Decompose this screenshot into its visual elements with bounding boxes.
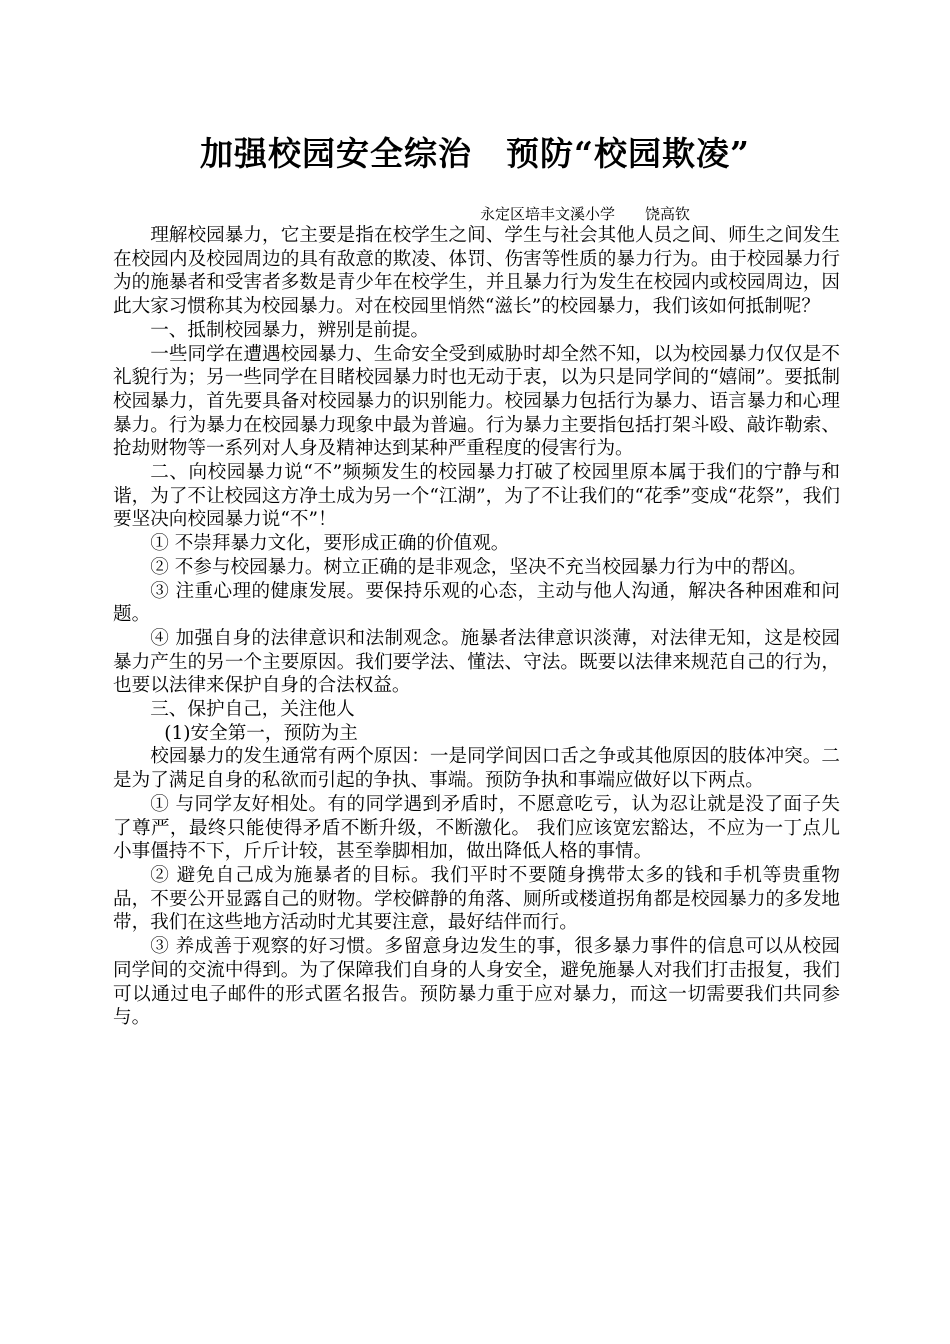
- paragraph: 一些同学在遭遇校园暴力、生命安全受到威胁时却全然不知，以为校园暴力仅仅是不礼貌行为；另一些同学在目睹校园暴力时也无动于衷，以为只是同学间的“嬉闹”。要抵制校园暴力，首先要具备对校园暴力的识别能力。校园暴力包括行为暴力、语言暴力和心理暴力。行为暴力在校园暴力现象中最为普遍。行为暴力主要指包括打架斗殴、敲诈勒索、抢劫财物等一系列对人身及精神达到某种严重程度的侵害行为。: [113, 343, 840, 460]
- paragraph: 校园暴力的发生通常有两个原因：一是同学间因口舌之争或其他原因的肢体冲突。二是为了满足自身的私欲而引起的争执、事端。预防争执和事端应做好以下两点。: [113, 746, 840, 792]
- section-heading: 一、抵制校园暴力，辨别是前提。: [150, 319, 430, 341]
- section-heading: 二、向校园暴力说“不”频频发生的校园暴力打破了校园里原本属于我们的宁静与和谐，为了不让校园这方净土成为另一个“江湖”，为了不让我们的“花季”变成“花祭”，我们要坚决向校园暴力说“不”！: [113, 462, 840, 531]
- list-item: ② 不参与校园暴力。树立正确的是非观念，坚决不充当校园暴力行为中的帮凶。: [150, 556, 807, 578]
- list-item: ③ 养成善于观察的好习惯。多留意身边发生的事，很多暴力事件的信息可以从校园同学间的交流中得到。为了保障我们自身的人身安全，避免施暴人对我们打击报复，我们可以通过电子邮件的形式匿名报告。预防暴力重于应对暴力，而这一切需要我们共同参与。: [113, 936, 840, 1029]
- list-item: ① 不崇拜暴力文化，要形成正确的价值观。: [150, 533, 510, 555]
- document-body: [113, 224, 840, 1030]
- list-item: ③ 注重心理的健康发展。要保持乐观的心态，主动与他人沟通，解决各种困难和问题。: [113, 580, 840, 626]
- paragraph: 理解校园暴力，它主要是指在校学生之间、学生与社会其他人员之间、师生之间发生在校园内及校园周边的具有敌意的欺凌、体罚、伤害等性质的暴力行为。由于校园暴力行为的施暴者和受害者多数是青少年在校学生，并且暴力行为发生在校园内或校园周边，因此大家习惯称其为校园暴力。对在校园里悄然“滋长”的校园暴力，我们该如何抵制呢？: [113, 225, 840, 318]
- author-line: 永定区培丰文溪小学 饶高钦: [480, 205, 691, 223]
- subsection-heading: (1)安全第一，预防为主: [164, 722, 358, 744]
- list-item: ④ 加强自身的法律意识和法制观念。施暴者法律意识淡薄，对法律无知，这是校园暴力产生的另一个主要原因。我们要学法、懂法、守法。既要以法律来规范自己的行为，也要以法律来保护自身的合法权益。: [113, 627, 840, 697]
- list-item: ① 与同学友好相处。有的同学遇到矛盾时，不愿意吃亏，认为忍让就是没了面子失了尊严，最终只能使得矛盾不断升级，不断激化。 我们应该宽宏豁达，不应为一丁点儿小事僵持不下，斤斤计较，甚至拳脚相加，做出降低人格的事情。: [113, 793, 840, 863]
- section-heading: 三、保护自己，关注他人: [150, 699, 355, 721]
- list-item: ② 避免自己成为施暴者的目标。我们平时不要随身携带太多的钱和手机等贵重物品，不要公开显露自己的财物。学校僻静的角落、厕所或楼道拐角都是校园暴力的多发地带，我们在这些地方活动时尤其要注意，最好结伴而行。: [113, 864, 840, 934]
- document-title: 加强校园安全综治 预防“校园欺凌”: [200, 134, 750, 173]
